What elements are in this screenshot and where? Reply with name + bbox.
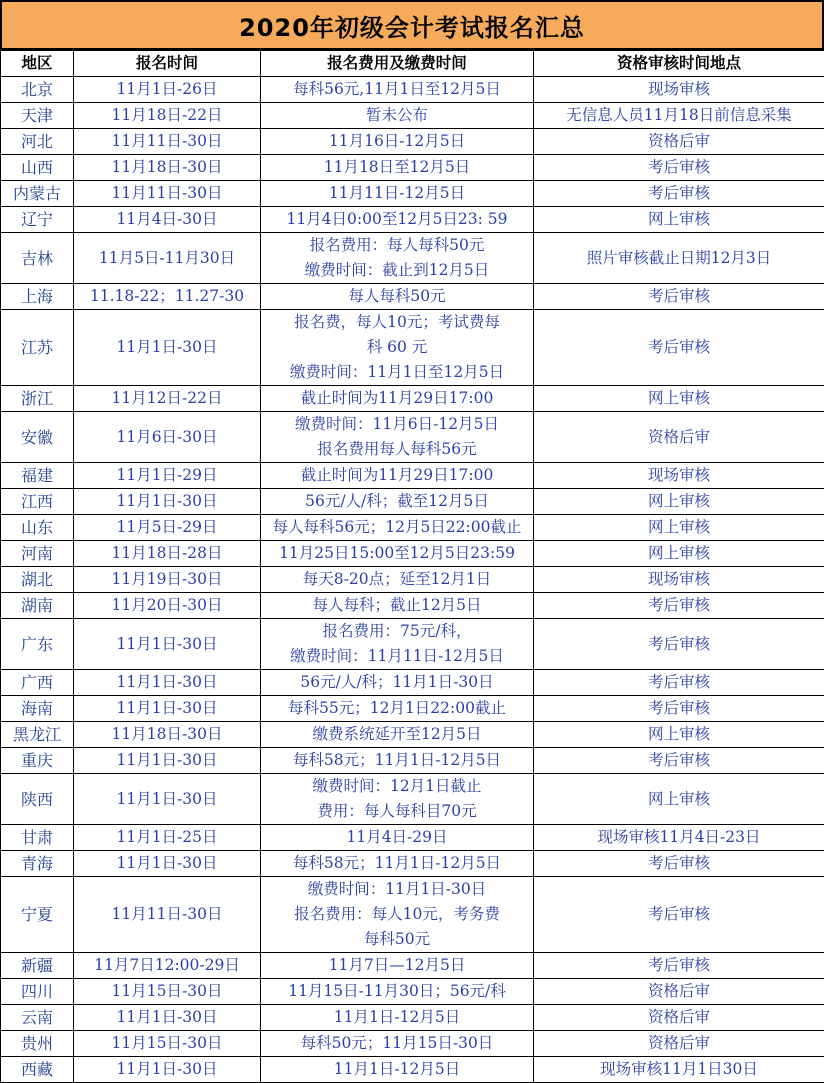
table-row [1,619,824,670]
cell-region: 西藏 [1,1057,74,1083]
cell-review: 现场审核11月4日-23日 [534,825,824,851]
table-row [1,953,824,979]
cell-review: 网上审核 [534,489,824,515]
cell-registration-time: 11月18日-30日 [74,155,261,181]
table-row [1,670,824,696]
cell-review: 考后审核 [534,851,824,877]
table-row [1,593,824,619]
table-row [1,489,824,515]
cell-review: 资格后审 [534,412,824,463]
cell-review: 资格后审 [534,129,824,155]
fee-line: 56元/人/科；截至12月5日 [263,489,531,514]
cell-fee [261,412,534,463]
cell-review: 无信息人员11月18日前信息采集 [534,103,824,129]
fee-line: 每天8-20点；延至12月1日 [263,567,531,592]
cell-review: 现场审核11月1日30日 [534,1057,824,1083]
cell-fee [261,567,534,593]
cell-fee [261,103,534,129]
cell-registration-time: 11月11日-30日 [74,181,261,207]
cell-review: 考后审核 [534,696,824,722]
cell-region: 湖北 [1,567,74,593]
fee-line: 11月16日-12月5日 [263,129,531,154]
cell-region: 海南 [1,696,74,722]
cell-registration-time: 11月15日-30日 [74,1031,261,1057]
cell-fee [261,670,534,696]
cell-fee [261,877,534,953]
cell-review: 资格后审 [534,1005,824,1031]
cell-region: 宁夏 [1,877,74,953]
fee-line: 缴费时间：11月6日-12月5日 [263,412,531,437]
table-row [1,386,824,412]
fee-line: 11月4日-29日 [263,825,531,850]
fee-line: 每科58元；11月1日-12月5日 [263,851,531,876]
cell-registration-time: 11月1日-30日 [74,310,261,386]
table-row [1,1005,824,1031]
table-row [1,774,824,825]
cell-region: 重庆 [1,748,74,774]
cell-review: 考后审核 [534,181,824,207]
cell-fee [261,825,534,851]
cell-registration-time: 11月1日-30日 [74,1057,261,1083]
table-row [1,129,824,155]
cell-region: 江西 [1,489,74,515]
cell-region: 天津 [1,103,74,129]
fee-line: 11月25日15:00至12月5日23:59 [263,541,531,566]
table-row [1,412,824,463]
fee-line: 每科58元；11月1日-12月5日 [263,748,531,773]
cell-region: 陕西 [1,774,74,825]
cell-registration-time: 11月1日-30日 [74,748,261,774]
fee-line: 56元/人/科；11月1日-30日 [263,670,531,695]
fee-line: 11月1日-12月5日 [263,1057,531,1082]
cell-review: 考后审核 [534,670,824,696]
cell-region: 山东 [1,515,74,541]
cell-registration-time: 11月11日-30日 [74,877,261,953]
header-review: 资格审核时间地点 [534,51,824,77]
fee-line: 报名费，每人10元；考试费每 [263,310,531,335]
cell-region: 辽宁 [1,207,74,233]
cell-registration-time: 11月1日-30日 [74,851,261,877]
cell-review: 网上审核 [534,386,824,412]
cell-review: 现场审核 [534,463,824,489]
cell-registration-time: 11月4日-30日 [74,207,261,233]
cell-review: 考后审核 [534,593,824,619]
fee-line: 科 60 元 [263,335,531,360]
fee-line: 11月11日-12月5日 [263,181,531,206]
cell-registration-time: 11月6日-30日 [74,412,261,463]
fee-line: 缴费时间：截止到12月5日 [263,258,531,283]
fee-line: 缴费时间：11月1日至12月5日 [263,360,531,385]
cell-region: 山西 [1,155,74,181]
cell-registration-time: 11月7日12:00-29日 [74,953,261,979]
table-row [1,696,824,722]
cell-review: 网上审核 [534,774,824,825]
table-row [1,181,824,207]
fee-line: 每科55元；12月1日22:00截止 [263,696,531,721]
cell-registration-time: 11月18日-28日 [74,541,261,567]
cell-registration-time: 11月1日-30日 [74,489,261,515]
cell-region: 福建 [1,463,74,489]
fee-line: 报名费用：每人10元，考务费 [263,902,531,927]
cell-region: 贵州 [1,1031,74,1057]
fee-line: 缴费时间：11月11日-12月5日 [263,644,531,669]
cell-region: 青海 [1,851,74,877]
cell-registration-time: 11月20日-30日 [74,593,261,619]
cell-region: 广东 [1,619,74,670]
fee-line: 11月15日-11月30日；56元/科 [263,979,531,1004]
cell-review: 考后审核 [534,284,824,310]
fee-line: 11月4日0:00至12月5日23: 59 [263,207,531,232]
cell-registration-time: 11月19日-30日 [74,567,261,593]
cell-fee [261,181,534,207]
sheet-title: 2020年初级会计考试报名汇总 [0,0,824,50]
cell-review: 资格后审 [534,1031,824,1057]
cell-region: 四川 [1,979,74,1005]
cell-region: 北京 [1,77,74,103]
cell-fee [261,284,534,310]
header-row [1,51,824,77]
fee-line: 缴费时间：11月1日-30日 [263,877,531,902]
fee-line: 报名费用：75元/科， [263,619,531,644]
cell-review: 考后审核 [534,877,824,953]
cell-registration-time: 11月1日-30日 [74,1005,261,1031]
fee-line: 每人每科50元 [263,284,531,309]
cell-region: 江苏 [1,310,74,386]
cell-review: 网上审核 [534,207,824,233]
cell-fee [261,748,534,774]
table-row [1,463,824,489]
fee-line: 截止时间为11月29日17:00 [263,463,531,488]
table-row [1,979,824,1005]
cell-region: 黑龙江 [1,722,74,748]
cell-fee [261,774,534,825]
cell-review: 考后审核 [534,953,824,979]
cell-fee [261,463,534,489]
cell-review: 网上审核 [534,722,824,748]
cell-region: 甘肃 [1,825,74,851]
cell-region: 安徽 [1,412,74,463]
cell-registration-time: 11月1日-30日 [74,774,261,825]
cell-fee [261,979,534,1005]
cell-registration-time: 11月1日-26日 [74,77,261,103]
cell-fee [261,489,534,515]
table-row [1,1057,824,1083]
cell-registration-time: 11月12日-22日 [74,386,261,412]
fee-line: 暂未公布 [263,103,531,128]
cell-fee [261,233,534,284]
cell-fee [261,1057,534,1083]
fee-line: 每人每科；截止12月5日 [263,593,531,618]
cell-review: 照片审核截止日期12月3日 [534,233,824,284]
table-row [1,284,824,310]
fee-line: 11月1日-12月5日 [263,1005,531,1030]
cell-fee [261,155,534,181]
fee-line: 每科50元；11月15日-30日 [263,1031,531,1056]
cell-region: 上海 [1,284,74,310]
cell-fee [261,386,534,412]
cell-region: 新疆 [1,953,74,979]
cell-review: 考后审核 [534,619,824,670]
fee-line: 每科56元,11月1日至12月5日 [263,77,531,102]
cell-fee [261,593,534,619]
fee-line: 报名费用每人每科56元 [263,437,531,462]
cell-registration-time: 11月1日-25日 [74,825,261,851]
fee-line: 费用：每人每科目70元 [263,799,531,824]
table-row [1,722,824,748]
header-fee-and-payment: 报名费用及缴费时间 [261,51,534,77]
cell-fee [261,129,534,155]
table-row [1,155,824,181]
cell-fee [261,207,534,233]
cell-registration-time: 11.18-22；11.27-30 [74,284,261,310]
cell-fee [261,722,534,748]
header-registration-time: 报名时间 [74,51,261,77]
registration-table [0,50,824,1083]
cell-review: 网上审核 [534,515,824,541]
table-row [1,233,824,284]
cell-region: 吉林 [1,233,74,284]
cell-review: 网上审核 [534,541,824,567]
cell-fee [261,515,534,541]
table-row [1,877,824,953]
cell-review: 考后审核 [534,748,824,774]
cell-review: 现场审核 [534,77,824,103]
cell-region: 湖南 [1,593,74,619]
cell-registration-time: 11月1日-29日 [74,463,261,489]
cell-region: 浙江 [1,386,74,412]
cell-fee [261,310,534,386]
table-row [1,748,824,774]
cell-registration-time: 11月11日-30日 [74,129,261,155]
fee-line: 缴费时间：12月1日截止 [263,774,531,799]
fee-line: 缴费系统延开至12月5日 [263,722,531,747]
cell-review: 考后审核 [534,155,824,181]
fee-line: 每科50元 [263,927,531,952]
cell-registration-time: 11月5日-29日 [74,515,261,541]
cell-region: 河北 [1,129,74,155]
cell-registration-time: 11月1日-30日 [74,696,261,722]
cell-review: 现场审核 [534,567,824,593]
table-row [1,310,824,386]
cell-registration-time: 11月1日-30日 [74,670,261,696]
cell-fee [261,541,534,567]
cell-registration-time: 11月1日-30日 [74,619,261,670]
table-row [1,851,824,877]
cell-review: 资格后审 [534,979,824,1005]
table-row [1,541,824,567]
cell-fee [261,851,534,877]
header-region: 地区 [1,51,74,77]
table-body [1,77,824,1083]
fee-line: 11月7日—12月5日 [263,953,531,978]
cell-fee [261,1005,534,1031]
table-row [1,103,824,129]
cell-registration-time: 11月18日-22日 [74,103,261,129]
cell-fee [261,619,534,670]
cell-fee [261,696,534,722]
cell-registration-time: 11月5日-11月30日 [74,233,261,284]
cell-fee [261,77,534,103]
table-row [1,515,824,541]
fee-line: 11月18日至12月5日 [263,155,531,180]
fee-line: 报名费用：每人每科50元 [263,233,531,258]
cell-registration-time: 11月15日-30日 [74,979,261,1005]
cell-region: 广西 [1,670,74,696]
table-row [1,77,824,103]
cell-fee [261,953,534,979]
table-row [1,567,824,593]
cell-registration-time: 11月18日-30日 [74,722,261,748]
table-row [1,207,824,233]
fee-line: 截止时间为11月29日17:00 [263,386,531,411]
cell-region: 内蒙古 [1,181,74,207]
cell-region: 云南 [1,1005,74,1031]
fee-line: 每人每科56元；12月5日22:00截止 [263,515,531,540]
table-row [1,825,824,851]
cell-region: 河南 [1,541,74,567]
cell-review: 考后审核 [534,310,824,386]
